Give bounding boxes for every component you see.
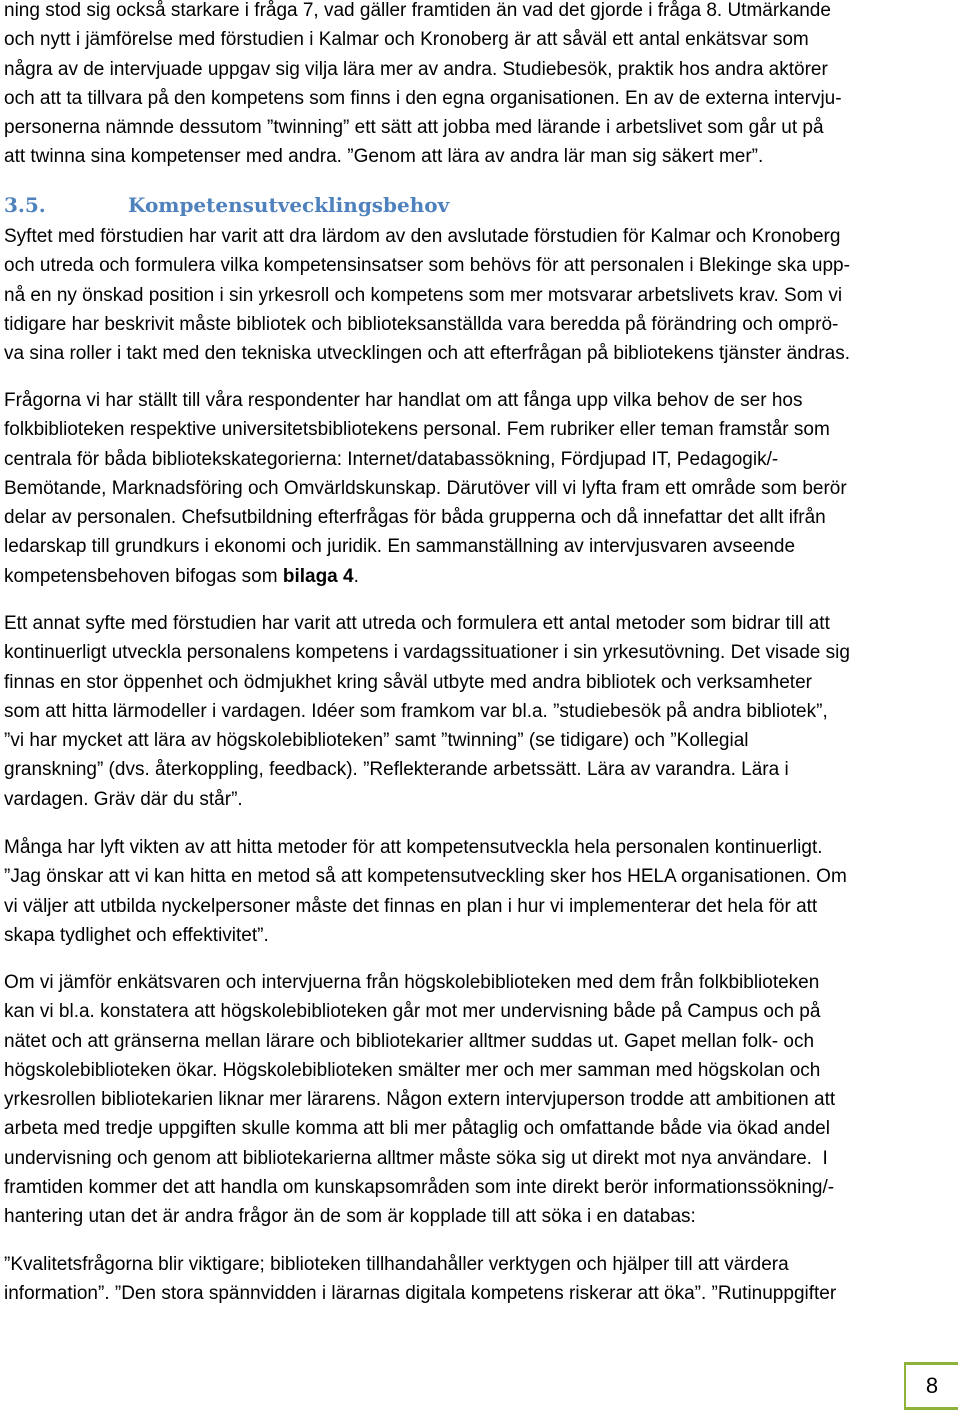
text-line: kontinuerligt utveckla personalens kompetens i vardagssituationer i sin yrkesutövning. Det visade sig: [4, 642, 850, 664]
text-line: tidigare har beskrivit måste bibliotek och biblioteksanställda vara beredda på förändring och omprö-: [4, 313, 839, 335]
text-line: arbeta med tredje uppgiften skulle komma att bli mer påtaglig och omfattande både via ökad andel: [4, 1118, 830, 1140]
text-line: Bemötande, Marknadsföring och Omvärldskunskap. Därutöver vill vi lyfta fram ett område som berör: [4, 477, 847, 499]
text-line: och att ta tillvara på den kompetens som finns i den egna organisationen. En av de externa intervju-: [4, 87, 842, 109]
section-title: Kompetensutvecklingsbehov: [128, 193, 450, 217]
appendix-reference: bilaga 4: [282, 565, 354, 587]
text-line: som att hitta lärmodeller i vardagen. Idéer som framkom var bl.a. ”studiebesök på andra bibliotek”,: [4, 700, 828, 722]
text-line: Ett annat syfte med förstudien har varit att utreda och formulera ett antal metoder som bidrar till att: [4, 613, 830, 634]
text-line: några av de intervjuade uppgav sig vilja lära mer av andra. Studiebesök, praktik hos andra aktörer: [4, 58, 828, 80]
text-line: delar av personalen. Chefsutbildning efterfrågas för båda grupperna och då innefattar det allt ifrån: [4, 507, 826, 528]
paragraph: [4, 968, 956, 1231]
text-line: ning stod sig också starkare i fråga 7, vad gäller framtiden än vad det gjorde i fråga 8. Utmärkande: [4, 0, 831, 21]
paragraph: [4, 386, 956, 591]
text-segment: kompetensbehoven bifogas som: [4, 565, 283, 587]
text-line: ”Kvalitetsfrågorna blir viktigare; biblioteken tillhandahåller verktygen och hjälper till att värdera: [4, 1254, 789, 1275]
text-line: vi väljer att utbilda nyckelpersoner måste det finnas en plan i hur vi implementerar det hela för att: [4, 895, 818, 917]
text-line: vardagen. Gräv där du står”.: [4, 788, 243, 810]
text-line: granskning” (dvs. återkoppling, feedback). ”Reflekterande arbetssätt. Lära av varandra. Lära i: [4, 759, 789, 781]
text-line: finnas en stor öppenhet och ödmjukhet kring såväl utbyte med andra bibliotek och verksamheter: [4, 671, 812, 693]
text-line: att twinna sina kompetenser med andra. ”Genom att lära av andra lär man sig säkert mer”.: [4, 146, 764, 168]
text-line: Om vi jämför enkätsvaren och intervjuerna från högskolebiblioteken med dem från folkbiblioteken: [4, 972, 820, 993]
text-line: framtiden kommer det att handla om kunskapsområden som inte direkt berör informationssökning/-: [4, 1176, 835, 1198]
text-line: ledarskap till grundkurs i ekonomi och juridik. En sammanställning av intervjusvaren avseende: [4, 536, 796, 558]
quote-paragraph: [4, 1250, 956, 1309]
text-line: folkbiblioteken respektive universitetsbibliotekens personal. Fem rubriker eller teman framstår som: [4, 419, 830, 441]
page-number-box: [904, 1362, 958, 1410]
text-line: skapa tydlighet och effektivitet”.: [4, 924, 269, 946]
text-line: Många har lyft vikten av att hitta metoder för att kompetensutveckla hela personalen kontinuerligt.: [4, 837, 823, 858]
text-line: centrala för båda bibliotekskategorierna: Internet/databassökning, Fördjupad IT, Pedagogik/-: [4, 448, 779, 470]
text-line: högskolebiblioteken ökar. Högskolebiblioteken smälter mer och mer samman med högskolan och: [4, 1059, 821, 1081]
paragraph: [4, 222, 956, 368]
text-line: va sina roller i takt med den tekniska utvecklingen och att efterfrågan på bibliotekens tjänster ändras.: [4, 343, 850, 364]
text-line: kan vi bl.a. konstatera att högskolebiblioteken går mot mer undervisning både på Campus och på: [4, 1001, 821, 1023]
page-number: 8: [925, 1373, 939, 1398]
text-line: [4, 562, 956, 591]
text-line: yrkesrollen bibliotekarien liknar mer lärarens. Någon extern intervjuperson trodde att ambitionen att: [4, 1089, 836, 1110]
text-line: ”vi har mycket att lära av högskolebiblioteken” samt ”twinning” (se tidigare) och ”Kollegial: [4, 730, 749, 751]
text-line: och nytt i jämförelse med förstudien i Kalmar och Kronoberg är att såväl ett antal enkätsvar som: [4, 29, 809, 51]
paragraph: [4, 833, 956, 950]
text-line: hantering utan det är andra frågor än de som är kopplade till att söka i en databas:: [4, 1206, 696, 1227]
paragraph-continuation: [4, 0, 956, 172]
paragraph: [4, 609, 956, 814]
text-line: personerna nämnde dessutom ”twinning” ett sätt att jobba med lärande i arbetslivet som går ut på: [4, 117, 824, 138]
text-line: ”Jag önskar att vi kan hitta en metod så att kompetensutveckling sker hos HELA organisationen. Om: [4, 866, 847, 888]
text-line: Syftet med förstudien har varit att dra lärdom av den avslutade förstudien för Kalmar och Kronoberg: [4, 226, 841, 247]
text-line: nå en ny önskad position i sin yrkesroll och kompetens som mer motsvarar arbetslivets krav. Som vi: [4, 284, 843, 306]
text-line: Frågorna vi har ställt till våra respondenter har handlat om att fånga upp vilka behov de ser hos: [4, 390, 803, 411]
section-heading: [0, 190, 960, 220]
text-line: nätet och att gränserna mellan lärare och bibliotekarier alltmer suddas ut. Gapet mellan folk- och: [4, 1030, 815, 1052]
text-line: och utreda och formulera vilka kompetensinsatser som behövs för att personalen i Blekinge ska upp-: [4, 255, 850, 277]
text-line: information”. ”Den stora spännvidden i lärarnas digitala kompetens riskerar att öka”. ”Rutinuppgifter: [4, 1283, 837, 1305]
text-line: undervisning och genom att bibliotekarierna alltmer måste söka sig ut direkt mot nya användare. I: [4, 1147, 828, 1169]
text-segment: .: [353, 565, 359, 587]
section-number: 3.5.: [4, 193, 46, 217]
